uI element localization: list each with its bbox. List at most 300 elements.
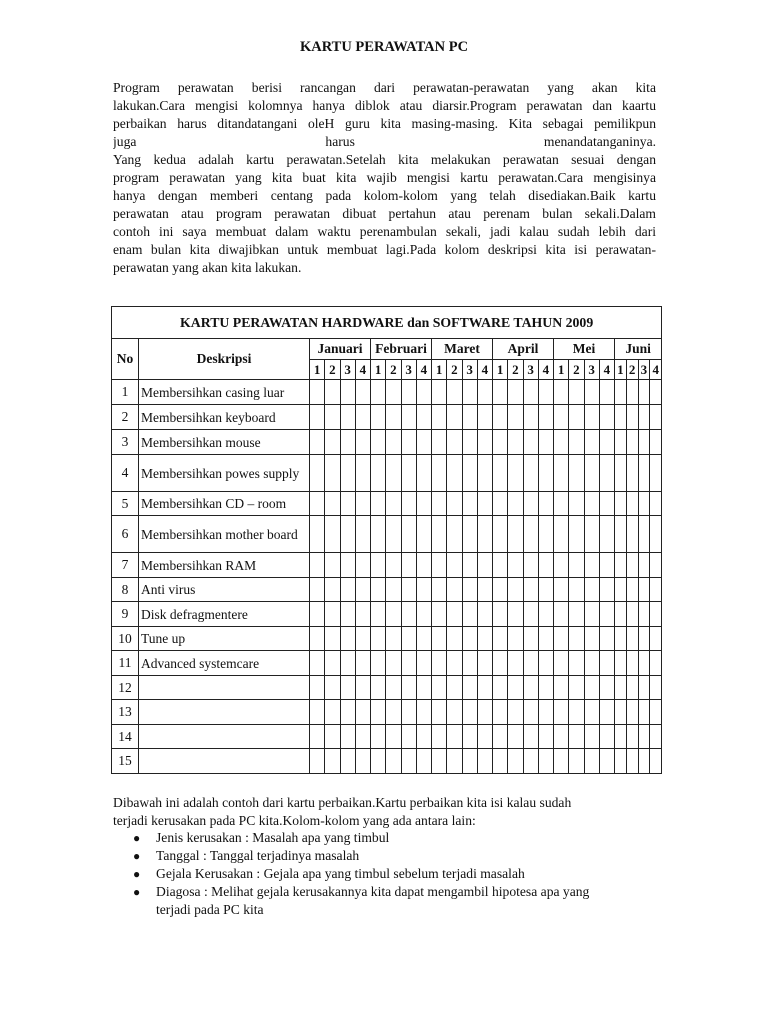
week-checkbox-cell[interactable] [477,492,492,516]
week-checkbox-cell[interactable] [584,430,599,455]
week-checkbox-cell[interactable] [401,749,416,774]
week-checkbox-cell[interactable] [371,553,386,578]
week-checkbox-cell[interactable] [462,700,477,725]
week-checkbox-cell[interactable] [626,651,638,676]
week-checkbox-cell[interactable] [584,492,599,516]
week-checkbox-cell[interactable] [477,405,492,430]
week-checkbox-cell[interactable] [508,676,523,700]
week-checkbox-cell[interactable] [650,676,662,700]
week-checkbox-cell[interactable] [355,749,370,774]
week-checkbox-cell[interactable] [477,430,492,455]
week-checkbox-cell[interactable] [493,516,508,553]
week-checkbox-cell[interactable] [626,380,638,405]
week-checkbox-cell[interactable] [401,578,416,602]
week-checkbox-cell[interactable] [626,553,638,578]
week-checkbox-cell[interactable] [447,553,462,578]
week-checkbox-cell[interactable] [401,380,416,405]
week-checkbox-cell[interactable] [432,602,447,627]
week-checkbox-cell[interactable] [340,725,355,749]
week-checkbox-cell[interactable] [523,492,538,516]
week-checkbox-cell[interactable] [569,725,584,749]
week-checkbox-cell[interactable] [462,455,477,492]
week-checkbox-cell[interactable] [371,405,386,430]
week-checkbox-cell[interactable] [599,676,614,700]
week-checkbox-cell[interactable] [638,700,650,725]
week-checkbox-cell[interactable] [310,516,325,553]
week-checkbox-cell[interactable] [569,676,584,700]
week-checkbox-cell[interactable] [615,578,627,602]
week-checkbox-cell[interactable] [508,553,523,578]
week-checkbox-cell[interactable] [310,492,325,516]
week-checkbox-cell[interactable] [310,380,325,405]
week-checkbox-cell[interactable] [493,700,508,725]
week-checkbox-cell[interactable] [638,492,650,516]
week-checkbox-cell[interactable] [447,602,462,627]
week-checkbox-cell[interactable] [508,725,523,749]
week-checkbox-cell[interactable] [554,455,569,492]
week-checkbox-cell[interactable] [493,602,508,627]
week-checkbox-cell[interactable] [432,455,447,492]
week-checkbox-cell[interactable] [310,553,325,578]
week-checkbox-cell[interactable] [626,725,638,749]
week-checkbox-cell[interactable] [371,380,386,405]
week-checkbox-cell[interactable] [626,516,638,553]
week-checkbox-cell[interactable] [508,380,523,405]
week-checkbox-cell[interactable] [538,627,553,651]
week-checkbox-cell[interactable] [386,430,401,455]
week-checkbox-cell[interactable] [401,430,416,455]
week-checkbox-cell[interactable] [325,516,340,553]
week-checkbox-cell[interactable] [340,627,355,651]
week-checkbox-cell[interactable] [310,676,325,700]
week-checkbox-cell[interactable] [615,627,627,651]
week-checkbox-cell[interactable] [340,651,355,676]
week-checkbox-cell[interactable] [310,627,325,651]
week-checkbox-cell[interactable] [626,455,638,492]
week-checkbox-cell[interactable] [523,627,538,651]
week-checkbox-cell[interactable] [615,651,627,676]
week-checkbox-cell[interactable] [554,700,569,725]
week-checkbox-cell[interactable] [355,602,370,627]
week-checkbox-cell[interactable] [355,516,370,553]
week-checkbox-cell[interactable] [371,430,386,455]
week-checkbox-cell[interactable] [371,516,386,553]
week-checkbox-cell[interactable] [355,725,370,749]
week-checkbox-cell[interactable] [416,651,431,676]
week-checkbox-cell[interactable] [462,553,477,578]
week-checkbox-cell[interactable] [554,627,569,651]
week-checkbox-cell[interactable] [615,516,627,553]
week-checkbox-cell[interactable] [401,455,416,492]
week-checkbox-cell[interactable] [371,455,386,492]
week-checkbox-cell[interactable] [401,676,416,700]
week-checkbox-cell[interactable] [371,602,386,627]
week-checkbox-cell[interactable] [650,455,662,492]
week-checkbox-cell[interactable] [355,700,370,725]
week-checkbox-cell[interactable] [626,627,638,651]
week-checkbox-cell[interactable] [325,676,340,700]
week-checkbox-cell[interactable] [401,492,416,516]
week-checkbox-cell[interactable] [584,405,599,430]
week-checkbox-cell[interactable] [355,578,370,602]
week-checkbox-cell[interactable] [523,553,538,578]
week-checkbox-cell[interactable] [538,725,553,749]
week-checkbox-cell[interactable] [638,455,650,492]
week-checkbox-cell[interactable] [325,602,340,627]
week-checkbox-cell[interactable] [355,627,370,651]
week-checkbox-cell[interactable] [508,749,523,774]
week-checkbox-cell[interactable] [325,651,340,676]
week-checkbox-cell[interactable] [371,700,386,725]
week-checkbox-cell[interactable] [650,700,662,725]
week-checkbox-cell[interactable] [401,405,416,430]
week-checkbox-cell[interactable] [599,627,614,651]
week-checkbox-cell[interactable] [401,700,416,725]
week-checkbox-cell[interactable] [584,651,599,676]
week-checkbox-cell[interactable] [569,602,584,627]
week-checkbox-cell[interactable] [523,749,538,774]
week-checkbox-cell[interactable] [432,578,447,602]
week-checkbox-cell[interactable] [432,553,447,578]
week-checkbox-cell[interactable] [371,749,386,774]
week-checkbox-cell[interactable] [650,380,662,405]
week-checkbox-cell[interactable] [447,380,462,405]
week-checkbox-cell[interactable] [638,380,650,405]
week-checkbox-cell[interactable] [584,602,599,627]
week-checkbox-cell[interactable] [638,651,650,676]
week-checkbox-cell[interactable] [325,492,340,516]
week-checkbox-cell[interactable] [477,749,492,774]
week-checkbox-cell[interactable] [569,578,584,602]
week-checkbox-cell[interactable] [569,405,584,430]
week-checkbox-cell[interactable] [447,676,462,700]
week-checkbox-cell[interactable] [462,380,477,405]
week-checkbox-cell[interactable] [523,380,538,405]
week-checkbox-cell[interactable] [447,725,462,749]
week-checkbox-cell[interactable] [477,700,492,725]
week-checkbox-cell[interactable] [569,627,584,651]
week-checkbox-cell[interactable] [340,430,355,455]
week-checkbox-cell[interactable] [386,749,401,774]
week-checkbox-cell[interactable] [386,553,401,578]
week-checkbox-cell[interactable] [569,430,584,455]
week-checkbox-cell[interactable] [569,516,584,553]
week-checkbox-cell[interactable] [638,405,650,430]
week-checkbox-cell[interactable] [638,430,650,455]
week-checkbox-cell[interactable] [538,553,553,578]
week-checkbox-cell[interactable] [462,405,477,430]
week-checkbox-cell[interactable] [340,516,355,553]
week-checkbox-cell[interactable] [626,749,638,774]
week-checkbox-cell[interactable] [310,578,325,602]
week-checkbox-cell[interactable] [340,676,355,700]
week-checkbox-cell[interactable] [538,430,553,455]
week-checkbox-cell[interactable] [554,492,569,516]
week-checkbox-cell[interactable] [325,578,340,602]
week-checkbox-cell[interactable] [462,578,477,602]
week-checkbox-cell[interactable] [599,749,614,774]
week-checkbox-cell[interactable] [508,430,523,455]
week-checkbox-cell[interactable] [386,602,401,627]
week-checkbox-cell[interactable] [599,516,614,553]
week-checkbox-cell[interactable] [638,516,650,553]
week-checkbox-cell[interactable] [310,430,325,455]
week-checkbox-cell[interactable] [538,455,553,492]
week-checkbox-cell[interactable] [432,700,447,725]
week-checkbox-cell[interactable] [371,725,386,749]
week-checkbox-cell[interactable] [599,380,614,405]
week-checkbox-cell[interactable] [569,700,584,725]
week-checkbox-cell[interactable] [493,405,508,430]
week-checkbox-cell[interactable] [523,700,538,725]
week-checkbox-cell[interactable] [569,492,584,516]
week-checkbox-cell[interactable] [554,430,569,455]
week-checkbox-cell[interactable] [615,492,627,516]
week-checkbox-cell[interactable] [626,492,638,516]
week-checkbox-cell[interactable] [371,651,386,676]
week-checkbox-cell[interactable] [523,430,538,455]
week-checkbox-cell[interactable] [493,651,508,676]
week-checkbox-cell[interactable] [447,700,462,725]
week-checkbox-cell[interactable] [477,627,492,651]
week-checkbox-cell[interactable] [310,749,325,774]
week-checkbox-cell[interactable] [325,380,340,405]
week-checkbox-cell[interactable] [650,492,662,516]
week-checkbox-cell[interactable] [584,516,599,553]
week-checkbox-cell[interactable] [432,430,447,455]
week-checkbox-cell[interactable] [462,749,477,774]
week-checkbox-cell[interactable] [554,676,569,700]
week-checkbox-cell[interactable] [615,380,627,405]
week-checkbox-cell[interactable] [416,516,431,553]
week-checkbox-cell[interactable] [310,405,325,430]
week-checkbox-cell[interactable] [477,725,492,749]
week-checkbox-cell[interactable] [477,578,492,602]
week-checkbox-cell[interactable] [386,455,401,492]
week-checkbox-cell[interactable] [650,405,662,430]
week-checkbox-cell[interactable] [340,455,355,492]
week-checkbox-cell[interactable] [599,430,614,455]
week-checkbox-cell[interactable] [538,516,553,553]
week-checkbox-cell[interactable] [626,430,638,455]
week-checkbox-cell[interactable] [508,651,523,676]
week-checkbox-cell[interactable] [538,380,553,405]
week-checkbox-cell[interactable] [401,602,416,627]
week-checkbox-cell[interactable] [523,516,538,553]
week-checkbox-cell[interactable] [523,725,538,749]
week-checkbox-cell[interactable] [416,380,431,405]
week-checkbox-cell[interactable] [432,380,447,405]
week-checkbox-cell[interactable] [462,492,477,516]
week-checkbox-cell[interactable] [401,553,416,578]
week-checkbox-cell[interactable] [340,749,355,774]
week-checkbox-cell[interactable] [493,627,508,651]
week-checkbox-cell[interactable] [416,749,431,774]
week-checkbox-cell[interactable] [371,492,386,516]
week-checkbox-cell[interactable] [310,700,325,725]
week-checkbox-cell[interactable] [599,578,614,602]
week-checkbox-cell[interactable] [554,651,569,676]
week-checkbox-cell[interactable] [615,676,627,700]
week-checkbox-cell[interactable] [508,627,523,651]
week-checkbox-cell[interactable] [355,380,370,405]
week-checkbox-cell[interactable] [447,651,462,676]
week-checkbox-cell[interactable] [447,430,462,455]
week-checkbox-cell[interactable] [386,516,401,553]
week-checkbox-cell[interactable] [508,516,523,553]
week-checkbox-cell[interactable] [416,492,431,516]
week-checkbox-cell[interactable] [599,725,614,749]
week-checkbox-cell[interactable] [638,749,650,774]
week-checkbox-cell[interactable] [508,405,523,430]
week-checkbox-cell[interactable] [432,676,447,700]
week-checkbox-cell[interactable] [523,676,538,700]
week-checkbox-cell[interactable] [416,430,431,455]
week-checkbox-cell[interactable] [477,651,492,676]
week-checkbox-cell[interactable] [569,749,584,774]
week-checkbox-cell[interactable] [462,676,477,700]
week-checkbox-cell[interactable] [493,749,508,774]
week-checkbox-cell[interactable] [432,492,447,516]
week-checkbox-cell[interactable] [523,602,538,627]
week-checkbox-cell[interactable] [538,700,553,725]
week-checkbox-cell[interactable] [416,553,431,578]
week-checkbox-cell[interactable] [650,627,662,651]
week-checkbox-cell[interactable] [386,380,401,405]
week-checkbox-cell[interactable] [416,700,431,725]
week-checkbox-cell[interactable] [650,516,662,553]
week-checkbox-cell[interactable] [523,455,538,492]
week-checkbox-cell[interactable] [569,651,584,676]
week-checkbox-cell[interactable] [650,430,662,455]
week-checkbox-cell[interactable] [554,749,569,774]
week-checkbox-cell[interactable] [584,749,599,774]
week-checkbox-cell[interactable] [626,405,638,430]
week-checkbox-cell[interactable] [650,651,662,676]
week-checkbox-cell[interactable] [416,455,431,492]
week-checkbox-cell[interactable] [638,578,650,602]
week-checkbox-cell[interactable] [432,651,447,676]
week-checkbox-cell[interactable] [340,553,355,578]
week-checkbox-cell[interactable] [447,516,462,553]
week-checkbox-cell[interactable] [355,553,370,578]
week-checkbox-cell[interactable] [462,430,477,455]
week-checkbox-cell[interactable] [584,578,599,602]
week-checkbox-cell[interactable] [477,602,492,627]
week-checkbox-cell[interactable] [554,405,569,430]
week-checkbox-cell[interactable] [554,725,569,749]
week-checkbox-cell[interactable] [493,492,508,516]
week-checkbox-cell[interactable] [523,578,538,602]
week-checkbox-cell[interactable] [310,602,325,627]
week-checkbox-cell[interactable] [615,749,627,774]
week-checkbox-cell[interactable] [493,578,508,602]
week-checkbox-cell[interactable] [508,602,523,627]
week-checkbox-cell[interactable] [325,725,340,749]
week-checkbox-cell[interactable] [386,676,401,700]
week-checkbox-cell[interactable] [416,405,431,430]
week-checkbox-cell[interactable] [477,553,492,578]
week-checkbox-cell[interactable] [538,578,553,602]
week-checkbox-cell[interactable] [477,380,492,405]
week-checkbox-cell[interactable] [493,553,508,578]
week-checkbox-cell[interactable] [523,405,538,430]
week-checkbox-cell[interactable] [615,700,627,725]
week-checkbox-cell[interactable] [584,455,599,492]
week-checkbox-cell[interactable] [386,578,401,602]
week-checkbox-cell[interactable] [615,553,627,578]
week-checkbox-cell[interactable] [310,725,325,749]
week-checkbox-cell[interactable] [650,725,662,749]
week-checkbox-cell[interactable] [371,578,386,602]
week-checkbox-cell[interactable] [386,725,401,749]
week-checkbox-cell[interactable] [493,676,508,700]
week-checkbox-cell[interactable] [325,700,340,725]
week-checkbox-cell[interactable] [416,602,431,627]
week-checkbox-cell[interactable] [626,676,638,700]
week-checkbox-cell[interactable] [538,492,553,516]
week-checkbox-cell[interactable] [554,602,569,627]
week-checkbox-cell[interactable] [493,380,508,405]
week-checkbox-cell[interactable] [508,578,523,602]
week-checkbox-cell[interactable] [325,455,340,492]
week-checkbox-cell[interactable] [615,405,627,430]
week-checkbox-cell[interactable] [508,492,523,516]
week-checkbox-cell[interactable] [386,492,401,516]
week-checkbox-cell[interactable] [355,405,370,430]
week-checkbox-cell[interactable] [355,455,370,492]
week-checkbox-cell[interactable] [462,602,477,627]
week-checkbox-cell[interactable] [477,516,492,553]
week-checkbox-cell[interactable] [386,700,401,725]
week-checkbox-cell[interactable] [325,627,340,651]
week-checkbox-cell[interactable] [325,430,340,455]
week-checkbox-cell[interactable] [599,405,614,430]
week-checkbox-cell[interactable] [432,627,447,651]
week-checkbox-cell[interactable] [638,602,650,627]
week-checkbox-cell[interactable] [462,516,477,553]
week-checkbox-cell[interactable] [584,700,599,725]
week-checkbox-cell[interactable] [584,725,599,749]
week-checkbox-cell[interactable] [650,749,662,774]
week-checkbox-cell[interactable] [401,725,416,749]
week-checkbox-cell[interactable] [355,651,370,676]
week-checkbox-cell[interactable] [386,651,401,676]
week-checkbox-cell[interactable] [650,553,662,578]
week-checkbox-cell[interactable] [538,651,553,676]
week-checkbox-cell[interactable] [462,627,477,651]
week-checkbox-cell[interactable] [432,405,447,430]
week-checkbox-cell[interactable] [447,627,462,651]
week-checkbox-cell[interactable] [355,492,370,516]
week-checkbox-cell[interactable] [462,651,477,676]
week-checkbox-cell[interactable] [638,553,650,578]
week-checkbox-cell[interactable] [523,651,538,676]
week-checkbox-cell[interactable] [638,627,650,651]
week-checkbox-cell[interactable] [599,602,614,627]
week-checkbox-cell[interactable] [569,553,584,578]
week-checkbox-cell[interactable] [416,578,431,602]
week-checkbox-cell[interactable] [325,749,340,774]
week-checkbox-cell[interactable] [447,492,462,516]
week-checkbox-cell[interactable] [554,578,569,602]
week-checkbox-cell[interactable] [325,405,340,430]
week-checkbox-cell[interactable] [493,430,508,455]
week-checkbox-cell[interactable] [325,553,340,578]
week-checkbox-cell[interactable] [477,455,492,492]
week-checkbox-cell[interactable] [401,516,416,553]
week-checkbox-cell[interactable] [650,578,662,602]
